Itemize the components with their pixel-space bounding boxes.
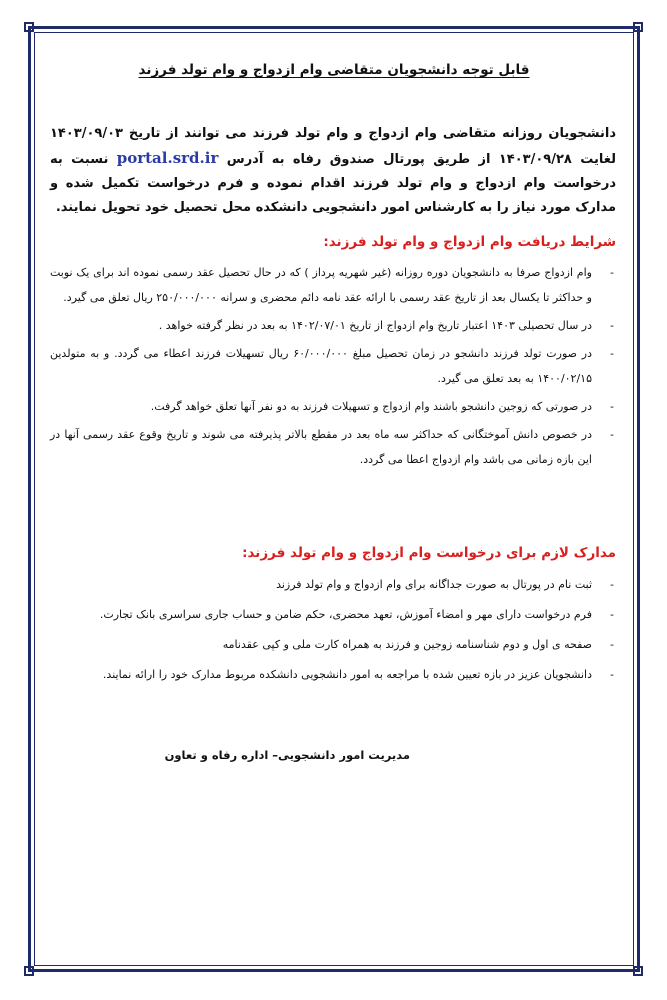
documents-heading: مدارک لازم برای درخواست وام ازدواج و وام تولد فرزند: <box>242 545 616 561</box>
list-item-text: ثبت نام در پورتال به صورت جداگانه برای وام ازدواج و وام تولد فرزند <box>276 578 592 591</box>
bullet-dash: - <box>610 428 614 441</box>
list-item <box>50 572 616 597</box>
bullet-dash: - <box>610 608 614 621</box>
list-item <box>50 602 616 627</box>
conditions-list <box>50 260 616 475</box>
border-corner-ornament <box>24 22 34 32</box>
bullet-dash: - <box>610 638 614 651</box>
list-item-text: صفحه ی اول و دوم شناسنامه زوجین و فرزند به همراه کارت ملی و کپی عقدنامه <box>222 638 592 651</box>
list-item-text: در خصوص دانش آموختگانی که حداکثر سه ماه بعد در مقطع بالاتر پذیرفته می شوند و تاریخ وقوع عقد رسمی آنها در این بازه زمانی می باشد وام ازدواج اعطا می گردد. <box>50 428 592 466</box>
list-item <box>50 313 616 338</box>
list-item-text: دانشجویان عزیز در بازه تعیین شده با مراجعه به امور دانشجویی دانشکده مربوط مدارک خود را ارائه نمایند. <box>102 668 592 681</box>
list-item <box>50 341 616 391</box>
list-item <box>50 260 616 310</box>
documents-list <box>50 572 616 692</box>
notice-page <box>38 38 630 958</box>
bullet-dash: - <box>610 319 614 332</box>
bullet-dash: - <box>610 266 614 279</box>
list-item <box>50 422 616 472</box>
portal-link[interactable]: portal.srd.ir <box>116 149 219 167</box>
conditions-heading: شرایط دریافت وام ازدواج و وام تولد فرزند: <box>323 234 616 250</box>
bullet-dash: - <box>610 400 614 413</box>
notice-title: قابل توجه دانشجویان متقاضی وام ازدواج و وام تولد فرزند <box>138 62 530 78</box>
list-item-text: فرم درخواست دارای مهر و امضاء آموزش، تعهد محضری، حکم ضامن و حساب جاری سراسری بانک تجارت. <box>99 608 592 621</box>
list-item <box>50 632 616 657</box>
border-corner-ornament <box>633 22 643 32</box>
intro-text-start: دانشجویان روزانه متقاضی وام ازدواج و وام تولد فرزند می توانند از تاریخ ۱۴۰۳/۰۹/۰۳ لغایت ۱۴۰۳/۰۹/۲۸ از طریق پورتال صندوق رفاه به آدرس <box>50 126 616 167</box>
bullet-dash: - <box>610 347 614 360</box>
list-item-text: در صورت تولد فرزند دانشجو در زمان تحصیل مبلغ ۶۰/۰۰۰/۰۰۰ ریال تسهیلات فرزند اعطاء می گردد. و به متولدین ۱۴۰۰/۰۲/۱۵ به بعد تعلق می گیرد. <box>50 347 592 385</box>
list-item-text: وام ازدواج صرفا به دانشجویان دوره روزانه (غیر شهریه پرداز ) که در حال تحصیل عقد رسمی نموده اند برای یک نوبت و حداکثر تا یکسال بعد از تاریخ عقد رسمی با ارائه عقد نامه دائم محضری و سرانه ۲۵۰/۰۰۰/۰۰۰ ریال تعلق می گیرد. <box>50 266 592 304</box>
list-item-text: در صورتی که زوجین دانشجو باشند وام ازدواج و تسهیلات فرزند به دو نفر آنها تعلق خواهد گرفت. <box>150 400 592 413</box>
list-item <box>50 662 616 687</box>
signature-line: مدیریت امور دانشجویی– اداره رفاه و تعاون <box>164 748 410 762</box>
intro-paragraph <box>50 122 616 220</box>
intro-text-end: نسبت به درخواست وام ازدواج و وام تولد فرزند اقدام نموده و فرم درخواست تکمیل شده و مدارک مورد نیاز را به کارشناس امور دانشجویی دانشکده محل تحصیل خود تحویل نمایند. <box>50 152 616 215</box>
list-item-text: در سال تحصیلی ۱۴۰۳ اعتبار تاریخ وام ازدواج از تاریخ ۱۴۰۲/۰۷/۰۱ به بعد در نظر گرفته خواهد . <box>158 319 592 332</box>
border-corner-ornament <box>24 966 34 976</box>
list-item <box>50 394 616 419</box>
bullet-dash: - <box>610 578 614 591</box>
bullet-dash: - <box>610 668 614 681</box>
border-corner-ornament <box>633 966 643 976</box>
